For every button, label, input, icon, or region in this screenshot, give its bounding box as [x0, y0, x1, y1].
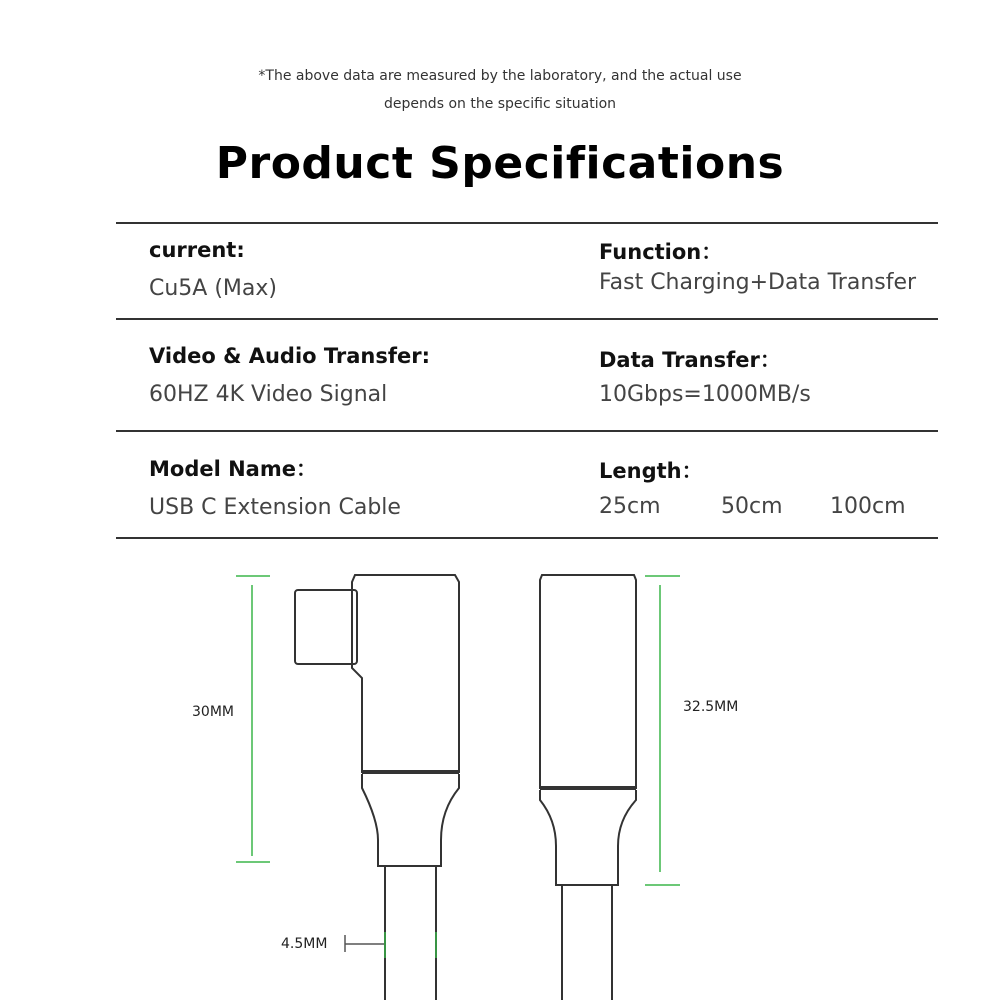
spec-value-function: Fast Charging+Data Transfer	[599, 270, 917, 295]
spec-value-video-audio: 60HZ 4K Video Signal	[149, 382, 388, 407]
dimension-4-5mm-line	[345, 932, 436, 958]
dimension-32-5mm-line	[645, 576, 680, 885]
dimension-label-4-5mm: 4.5MM	[281, 936, 328, 952]
spec-label-model-name: Model Name：	[149, 457, 317, 481]
spec-value-model-name: USB C Extension Cable	[149, 495, 401, 520]
straight-connector-drawing	[540, 575, 636, 1000]
dimension-label-32-5mm: 32.5MM	[683, 699, 739, 715]
dimension-label-30mm: 30MM	[192, 704, 234, 720]
spec-length-option: 25cm	[599, 494, 661, 519]
page-title: Product Specifications	[215, 138, 785, 189]
dimension-30mm-line	[236, 576, 270, 862]
spec-length-option: 100cm	[830, 494, 906, 519]
disclaimer-line-2: depends on the specific situation	[383, 96, 617, 112]
spec-length-option: 50cm	[721, 494, 783, 519]
spec-label-length: Length：	[599, 459, 703, 483]
spec-label-current: current:	[149, 238, 245, 262]
spec-label-video-audio: Video & Audio Transfer:	[149, 344, 431, 368]
spec-value-current: Cu5A (Max)	[149, 276, 277, 301]
spec-value-data-transfer: 10Gbps=1000MB/s	[599, 382, 811, 407]
spec-label-data-transfer: Data Transfer：	[599, 348, 781, 372]
spec-label-function: Function：	[599, 240, 723, 264]
disclaimer-line-1: *The above data are measured by the laboratory, and the actual use	[258, 68, 742, 84]
